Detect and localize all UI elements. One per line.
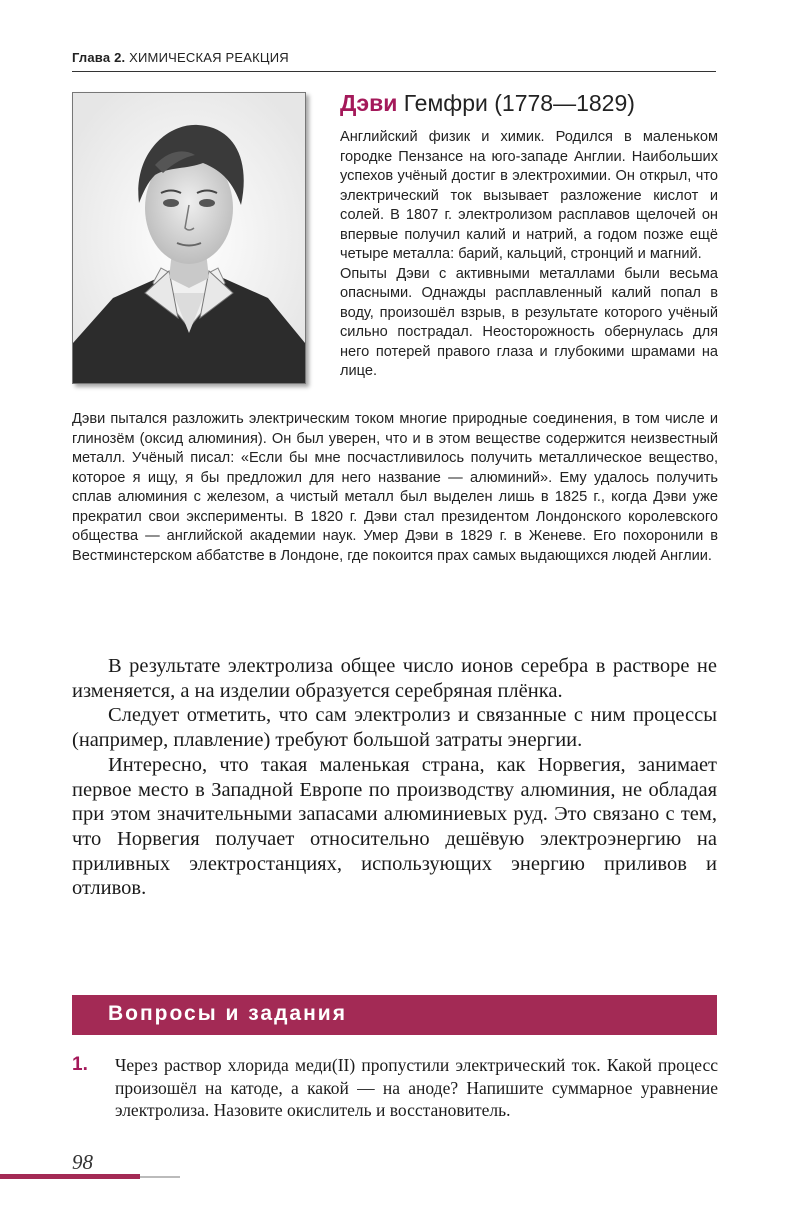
page-number: 98: [72, 1150, 93, 1174]
questions-title: Вопросы и задания: [108, 1002, 347, 1025]
footer-grey-bar: [140, 1176, 180, 1178]
bio-paragraph-2: Опыты Дэви с активными металлами были весьма опасными. Однажды расплавленный калий попал в воду, произошёл взрыв, в результате которого учёный сильно пострадал. Неосторожность обернулась для него потерей правого глаза и глубокими шрамами на лице.: [340, 265, 718, 379]
portrait-image: [72, 92, 306, 384]
bio-paragraph-3: Дэви пытался разложить электрическим током многие природные соединения, в том числе и глинозём (оксид алюминия). Он был уверен, что и в этом веществе содержится неизвестный металл. Учёный писал: «Если бы мне посчастливилось получить металлическое вещество, которое я ищу, я бы предложил для него название — алюминий». Ему удалось получить сплав алюминия с железом, а чистый металл был выделен лишь в 1825 г., когда Дэви уже прекратил свои эксперименты. В 1820 г. Дэви стал президентом Лондонского королевского общества — английской академии наук. Умер Дэви в 1829 г. в Женеве. Его похоронили в Вестминстерском аббатстве в Лондоне, где покоится прах самых выдающихся людей Англии.: [72, 411, 718, 564]
bio-name-dates: Гемфри (1778—1829): [403, 90, 635, 116]
main-paragraph-1: В результате электролиза общее число ионов серебра в растворе не изменяется, а на изделии образуется серебряная плёнка.: [72, 655, 717, 702]
main-text: [72, 654, 717, 901]
bio-heading: [340, 90, 635, 117]
questions-banner: [72, 995, 717, 1035]
bio-paragraph-1: Английский физик и химик. Родился в маленьком городке Пензансе на юго-западе Англии. Наибольших успехов учёный достиг в электрохимии. Он открыл, что электрический ток вызывает разложение кислот и солей. В 1807 г. электролизом расплавов щелочей он впервые получил калий и натрий, а годом позже ещё четыре металла: барий, кальций, стронций и магний.: [340, 129, 718, 262]
portrait-drawing: [73, 93, 305, 383]
chapter-title: ХИМИЧЕСКАЯ РЕАКЦИЯ: [129, 50, 289, 65]
bio-surname: Дэви: [340, 90, 398, 116]
main-paragraph-2: Следует отметить, что сам электролиз и связанные с ним процессы (например, плавление) требуют большой затраты энергии.: [72, 704, 717, 752]
question-number: 1.: [72, 1054, 88, 1075]
bio-text-right: [340, 128, 718, 382]
question-text: Через раствор хлорида меди(II) пропустили электрический ток. Какой процесс произошёл на катоде, а какой — на аноде? Напишите суммарное уравнение электролиза. Назовите окислитель и восстановитель.: [115, 1055, 718, 1120]
main-paragraph-3: Интересно, что такая маленькая страна, как Норвегия, занимает первое место в Западной Европе по производству алюминия, не обладая при этом значительными запасами алюминиевых руд. Это связано с тем, что Норвегия получает относительно дешёвую электроэнергию на приливных электростанциях, использующих энергию приливов и отливов.: [72, 753, 717, 900]
chapter-label: Глава 2.: [72, 50, 126, 65]
footer-accent-bar: [0, 1174, 140, 1179]
header-divider: [72, 71, 716, 72]
running-header: [72, 50, 716, 70]
